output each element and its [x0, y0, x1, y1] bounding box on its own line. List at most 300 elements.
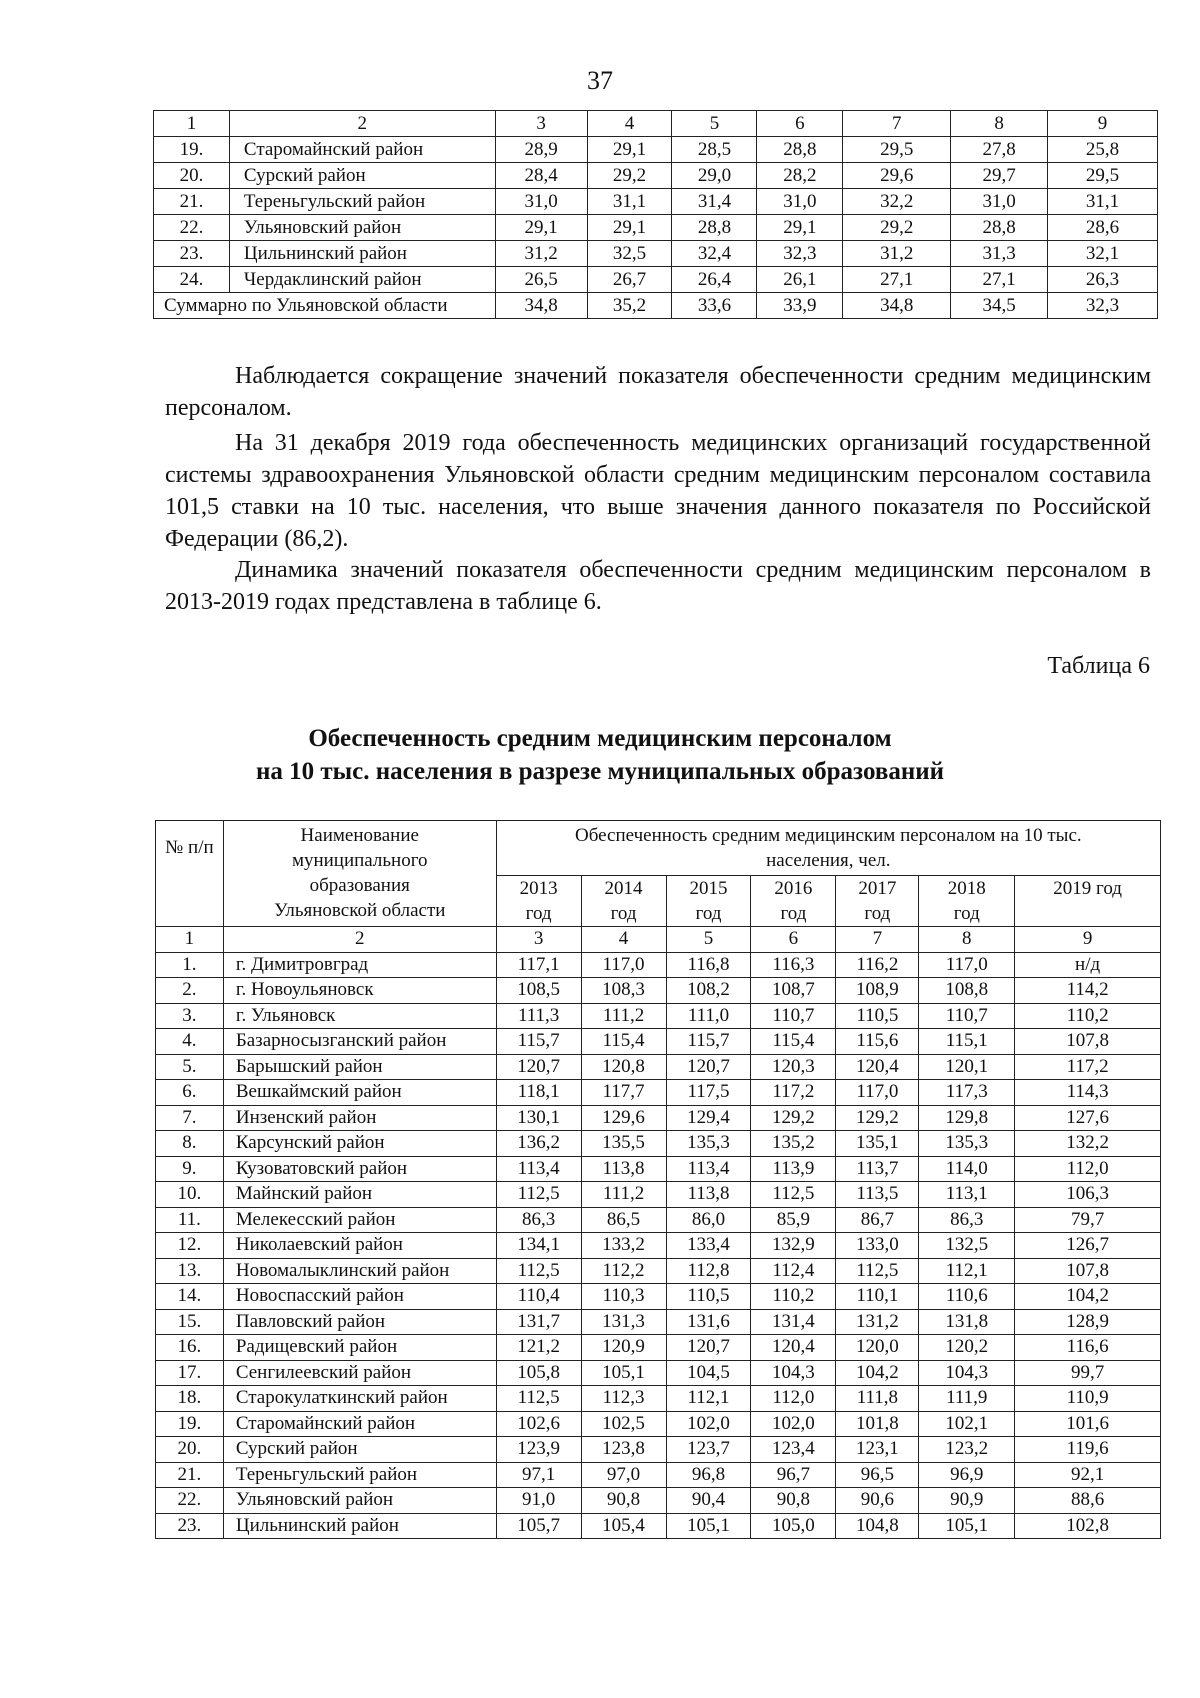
value-cell: 90,8 — [581, 1488, 666, 1514]
value-cell: 135,1 — [836, 1131, 919, 1157]
table-row — [156, 1513, 1161, 1539]
district-name: Ульяновский район — [229, 215, 495, 241]
value-cell: 113,5 — [836, 1182, 919, 1208]
value-cell: 120,7 — [666, 1054, 751, 1080]
district-name: г. Ульяновск — [223, 1003, 496, 1029]
row-number: 23. — [156, 1513, 224, 1539]
value-cell: 29,1 — [587, 137, 672, 163]
table-label: Таблица 6 — [1047, 653, 1150, 679]
row-number: 17. — [156, 1360, 224, 1386]
row-number: 4. — [156, 1029, 224, 1055]
table-row — [156, 1335, 1161, 1361]
table-row — [156, 978, 1161, 1004]
value-cell: 133,2 — [581, 1233, 666, 1259]
header-group: Обеспеченность средним медицинским персоналом на 10 тыс. населения, чел. — [496, 821, 1160, 876]
value-cell: 112,5 — [496, 1386, 581, 1412]
value-cell: 115,1 — [919, 1029, 1015, 1055]
value-cell: 29,1 — [587, 215, 672, 241]
value-cell: 85,9 — [751, 1207, 836, 1233]
table-row — [156, 1182, 1161, 1208]
value-cell: 31,1 — [587, 189, 672, 215]
value-cell: 131,8 — [919, 1309, 1015, 1335]
value-cell: 129,2 — [751, 1105, 836, 1131]
value-cell: 116,2 — [836, 952, 919, 978]
value-cell: 108,5 — [496, 978, 581, 1004]
value-cell: 112,8 — [666, 1258, 751, 1284]
value-cell: 32,3 — [757, 241, 843, 267]
value-cell: 133,4 — [666, 1233, 751, 1259]
value-cell: 112,5 — [496, 1258, 581, 1284]
district-name: Тереньгульский район — [223, 1462, 496, 1488]
header-year: 2018 год — [919, 876, 1015, 927]
table-row — [156, 1360, 1161, 1386]
value-cell: 28,8 — [951, 215, 1048, 241]
total-value: 33,9 — [757, 293, 843, 319]
table-title — [0, 722, 1200, 788]
row-number: 6. — [156, 1080, 224, 1106]
value-cell: 110,1 — [836, 1284, 919, 1310]
value-cell: 120,3 — [751, 1054, 836, 1080]
value-cell: 115,7 — [666, 1029, 751, 1055]
value-cell: 102,1 — [919, 1411, 1015, 1437]
value-cell: 131,2 — [836, 1309, 919, 1335]
value-cell: 32,5 — [587, 241, 672, 267]
value-cell: 113,9 — [751, 1156, 836, 1182]
value-cell: 120,4 — [836, 1054, 919, 1080]
value-cell: 105,1 — [919, 1513, 1015, 1539]
value-cell: 29,2 — [843, 215, 951, 241]
value-cell: 111,2 — [581, 1003, 666, 1029]
value-cell: 104,5 — [666, 1360, 751, 1386]
value-cell: 117,1 — [496, 952, 581, 978]
header-year: 2013 год — [496, 876, 581, 927]
table-row — [154, 163, 1158, 189]
value-cell: 29,1 — [495, 215, 587, 241]
value-cell: 133,0 — [836, 1233, 919, 1259]
value-cell: 32,1 — [1048, 241, 1158, 267]
table-row — [156, 1105, 1161, 1131]
table-title-line-1: Обеспеченность средним медицинским персоналом — [308, 725, 892, 752]
value-cell: 28,4 — [495, 163, 587, 189]
value-cell: 115,6 — [836, 1029, 919, 1055]
value-cell: 104,3 — [919, 1360, 1015, 1386]
value-cell: 29,1 — [757, 215, 843, 241]
table-row — [156, 1437, 1161, 1463]
header-year: 2019 год — [1015, 876, 1161, 927]
value-cell: 31,2 — [495, 241, 587, 267]
value-cell: 110,9 — [1015, 1386, 1161, 1412]
table-row — [156, 952, 1161, 978]
value-cell: 105,1 — [581, 1360, 666, 1386]
column-number-row — [154, 111, 1158, 137]
value-cell: 92,1 — [1015, 1462, 1161, 1488]
value-cell: 112,5 — [751, 1182, 836, 1208]
district-name: Инзенский район — [223, 1105, 496, 1131]
header-num-col: № п/п — [156, 821, 224, 927]
value-cell: 113,8 — [581, 1156, 666, 1182]
value-cell: 120,8 — [581, 1054, 666, 1080]
header-year: 2014 год — [581, 876, 666, 927]
value-cell: 128,9 — [1015, 1309, 1161, 1335]
district-name: Цильнинский район — [229, 241, 495, 267]
value-cell: 32,2 — [843, 189, 951, 215]
value-cell: 110,2 — [751, 1284, 836, 1310]
district-name: Вешкаймский район — [223, 1080, 496, 1106]
table-row — [156, 1054, 1161, 1080]
table-row — [156, 1309, 1161, 1335]
value-cell: 31,4 — [672, 189, 757, 215]
value-cell: 112,5 — [496, 1182, 581, 1208]
row-number: 8. — [156, 1131, 224, 1157]
value-cell: 108,8 — [919, 978, 1015, 1004]
column-number: 6 — [751, 927, 836, 953]
value-cell: 129,4 — [666, 1105, 751, 1131]
continuation-table — [153, 110, 1158, 319]
value-cell: 119,6 — [1015, 1437, 1161, 1463]
value-cell: 86,0 — [666, 1207, 751, 1233]
value-cell: 126,7 — [1015, 1233, 1161, 1259]
row-number: 5. — [156, 1054, 224, 1080]
value-cell: 104,2 — [836, 1360, 919, 1386]
row-number: 22. — [154, 215, 230, 241]
total-value: 35,2 — [587, 293, 672, 319]
total-row — [154, 293, 1158, 319]
value-cell: 113,1 — [919, 1182, 1015, 1208]
value-cell: 115,4 — [751, 1029, 836, 1055]
row-number: 11. — [156, 1207, 224, 1233]
value-cell: 132,2 — [1015, 1131, 1161, 1157]
row-number: 18. — [156, 1386, 224, 1412]
value-cell: 114,3 — [1015, 1080, 1161, 1106]
value-cell: 112,5 — [836, 1258, 919, 1284]
value-cell: 29,5 — [843, 137, 951, 163]
value-cell: 123,1 — [836, 1437, 919, 1463]
value-cell: 135,3 — [666, 1131, 751, 1157]
value-cell: 31,1 — [1048, 189, 1158, 215]
value-cell: 116,6 — [1015, 1335, 1161, 1361]
value-cell: 107,8 — [1015, 1029, 1161, 1055]
value-cell: 111,9 — [919, 1386, 1015, 1412]
value-cell: 107,8 — [1015, 1258, 1161, 1284]
district-name: Базарносызганский район — [223, 1029, 496, 1055]
column-number: 8 — [951, 111, 1048, 137]
value-cell: 120,2 — [919, 1335, 1015, 1361]
column-number-row — [156, 927, 1161, 953]
value-cell: 90,6 — [836, 1488, 919, 1514]
value-cell: 26,1 — [757, 267, 843, 293]
value-cell: 28,9 — [495, 137, 587, 163]
value-cell: 79,7 — [1015, 1207, 1161, 1233]
table-row — [156, 1156, 1161, 1182]
value-cell: 108,9 — [836, 978, 919, 1004]
page-number: 37 — [587, 66, 613, 95]
value-cell: 106,3 — [1015, 1182, 1161, 1208]
value-cell: 27,1 — [951, 267, 1048, 293]
value-cell: 28,6 — [1048, 215, 1158, 241]
table-row — [156, 1462, 1161, 1488]
row-number: 13. — [156, 1258, 224, 1284]
district-name: Старокулаткинский район — [223, 1386, 496, 1412]
table-row — [154, 137, 1158, 163]
value-cell: н/д — [1015, 952, 1161, 978]
column-number: 4 — [587, 111, 672, 137]
row-number: 22. — [156, 1488, 224, 1514]
header-year: 2017 год — [836, 876, 919, 927]
district-name: Сурский район — [229, 163, 495, 189]
value-cell: 31,0 — [495, 189, 587, 215]
table-row — [154, 189, 1158, 215]
value-cell: 97,0 — [581, 1462, 666, 1488]
value-cell: 111,8 — [836, 1386, 919, 1412]
row-number: 2. — [156, 978, 224, 1004]
table-row — [156, 1284, 1161, 1310]
district-name: Радищевский район — [223, 1335, 496, 1361]
value-cell: 116,8 — [666, 952, 751, 978]
value-cell: 101,6 — [1015, 1411, 1161, 1437]
value-cell: 29,6 — [843, 163, 951, 189]
table-row — [154, 267, 1158, 293]
column-number: 2 — [229, 111, 495, 137]
table-row — [156, 1003, 1161, 1029]
value-cell: 136,2 — [496, 1131, 581, 1157]
row-number: 20. — [156, 1437, 224, 1463]
paragraph-reduction: Наблюдается сокращение значений показателя обеспеченности средним медицинским персоналом. — [165, 363, 1151, 421]
column-number: 1 — [154, 111, 230, 137]
district-name: Чердаклинский район — [229, 267, 495, 293]
value-cell: 110,7 — [919, 1003, 1015, 1029]
value-cell: 88,6 — [1015, 1488, 1161, 1514]
row-number: 1. — [156, 952, 224, 978]
value-cell: 123,8 — [581, 1437, 666, 1463]
value-cell: 110,7 — [751, 1003, 836, 1029]
value-cell: 29,7 — [951, 163, 1048, 189]
value-cell: 108,3 — [581, 978, 666, 1004]
total-value: 34,5 — [951, 293, 1048, 319]
district-name: Барышский район — [223, 1054, 496, 1080]
row-number: 20. — [154, 163, 230, 189]
district-name: Тереньгульский район — [229, 189, 495, 215]
table-row — [156, 1029, 1161, 1055]
value-cell: 135,5 — [581, 1131, 666, 1157]
column-number: 9 — [1048, 111, 1158, 137]
value-cell: 117,0 — [836, 1080, 919, 1106]
value-cell: 102,0 — [751, 1411, 836, 1437]
paragraph-december-2019: На 31 декабря 2019 года обеспеченность медицинских организаций государственной системы здравоохранения Ульяновской области средним медицинским персоналом составила 101,5 ставки на 10 тыс. населения, что выше значения данного показателя по Российской Федерации (86,2). — [165, 430, 1151, 552]
value-cell: 27,8 — [951, 137, 1048, 163]
district-name: Павловский район — [223, 1309, 496, 1335]
row-number: 12. — [156, 1233, 224, 1259]
value-cell: 110,3 — [581, 1284, 666, 1310]
value-cell: 131,7 — [496, 1309, 581, 1335]
value-cell: 129,2 — [836, 1105, 919, 1131]
value-cell: 96,5 — [836, 1462, 919, 1488]
row-number: 3. — [156, 1003, 224, 1029]
value-cell: 26,7 — [587, 267, 672, 293]
value-cell: 113,4 — [496, 1156, 581, 1182]
value-cell: 123,4 — [751, 1437, 836, 1463]
header-name-col: Наименование муниципального образования Ульяновской области — [223, 821, 496, 927]
total-value: 34,8 — [843, 293, 951, 319]
column-number: 5 — [672, 111, 757, 137]
value-cell: 123,9 — [496, 1437, 581, 1463]
table-row — [156, 1488, 1161, 1514]
row-number: 9. — [156, 1156, 224, 1182]
value-cell: 110,4 — [496, 1284, 581, 1310]
header-year: 2015 год — [666, 876, 751, 927]
value-cell: 102,5 — [581, 1411, 666, 1437]
value-cell: 117,5 — [666, 1080, 751, 1106]
value-cell: 29,2 — [587, 163, 672, 189]
value-cell: 117,3 — [919, 1080, 1015, 1106]
value-cell: 111,2 — [581, 1182, 666, 1208]
value-cell: 96,9 — [919, 1462, 1015, 1488]
value-cell: 113,7 — [836, 1156, 919, 1182]
total-value: 32,3 — [1048, 293, 1158, 319]
district-name: Майнский район — [223, 1182, 496, 1208]
table-row — [156, 1258, 1161, 1284]
table-row — [156, 1411, 1161, 1437]
value-cell: 110,5 — [666, 1284, 751, 1310]
value-cell: 130,1 — [496, 1105, 581, 1131]
table-6 — [155, 820, 1161, 1539]
column-number: 2 — [223, 927, 496, 953]
column-number: 7 — [836, 927, 919, 953]
value-cell: 108,2 — [666, 978, 751, 1004]
value-cell: 121,2 — [496, 1335, 581, 1361]
value-cell: 26,4 — [672, 267, 757, 293]
value-cell: 101,8 — [836, 1411, 919, 1437]
row-number: 24. — [154, 267, 230, 293]
column-number: 3 — [496, 927, 581, 953]
value-cell: 28,5 — [672, 137, 757, 163]
value-cell: 112,0 — [751, 1386, 836, 1412]
value-cell: 115,7 — [496, 1029, 581, 1055]
value-cell: 29,0 — [672, 163, 757, 189]
value-cell: 112,2 — [581, 1258, 666, 1284]
district-name: Новоспасский район — [223, 1284, 496, 1310]
value-cell: 131,4 — [751, 1309, 836, 1335]
value-cell: 28,2 — [757, 163, 843, 189]
value-cell: 28,8 — [757, 137, 843, 163]
district-name: Старомайнский район — [229, 137, 495, 163]
value-cell: 86,3 — [496, 1207, 581, 1233]
value-cell: 90,4 — [666, 1488, 751, 1514]
value-cell: 111,3 — [496, 1003, 581, 1029]
value-cell: 90,8 — [751, 1488, 836, 1514]
value-cell: 134,1 — [496, 1233, 581, 1259]
value-cell: 96,8 — [666, 1462, 751, 1488]
value-cell: 113,4 — [666, 1156, 751, 1182]
column-number: 7 — [843, 111, 951, 137]
district-name: Цильнинский район — [223, 1513, 496, 1539]
row-number: 7. — [156, 1105, 224, 1131]
value-cell: 104,3 — [751, 1360, 836, 1386]
row-number: 16. — [156, 1335, 224, 1361]
table-row — [154, 241, 1158, 267]
table-row — [156, 1233, 1161, 1259]
value-cell: 120,1 — [919, 1054, 1015, 1080]
district-name: Старомайнский район — [223, 1411, 496, 1437]
value-cell: 132,9 — [751, 1233, 836, 1259]
value-cell: 111,0 — [666, 1003, 751, 1029]
table-title-line-2: на 10 тыс. населения в разрезе муниципальных образований — [255, 758, 945, 785]
row-number: 19. — [154, 137, 230, 163]
value-cell: 97,1 — [496, 1462, 581, 1488]
district-name: Новомалыклинский район — [223, 1258, 496, 1284]
district-name: г. Димитровград — [223, 952, 496, 978]
value-cell: 105,7 — [496, 1513, 581, 1539]
value-cell: 135,2 — [751, 1131, 836, 1157]
value-cell: 31,0 — [951, 189, 1048, 215]
row-number: 19. — [156, 1411, 224, 1437]
row-number: 21. — [156, 1462, 224, 1488]
value-cell: 102,6 — [496, 1411, 581, 1437]
value-cell: 96,7 — [751, 1462, 836, 1488]
district-name: Николаевский район — [223, 1233, 496, 1259]
table-row — [156, 1080, 1161, 1106]
total-label: Суммарно по Ульяновской области — [154, 293, 496, 319]
value-cell: 112,1 — [666, 1386, 751, 1412]
value-cell: 102,0 — [666, 1411, 751, 1437]
value-cell: 31,3 — [951, 241, 1048, 267]
value-cell: 113,8 — [666, 1182, 751, 1208]
total-value: 34,8 — [495, 293, 587, 319]
value-cell: 118,1 — [496, 1080, 581, 1106]
value-cell: 120,7 — [666, 1335, 751, 1361]
value-cell: 112,1 — [919, 1258, 1015, 1284]
table-row — [154, 215, 1158, 241]
value-cell: 117,2 — [1015, 1054, 1161, 1080]
value-cell: 104,2 — [1015, 1284, 1161, 1310]
value-cell: 28,8 — [672, 215, 757, 241]
value-cell: 117,0 — [919, 952, 1015, 978]
value-cell: 115,4 — [581, 1029, 666, 1055]
value-cell: 132,5 — [919, 1233, 1015, 1259]
value-cell: 127,6 — [1015, 1105, 1161, 1131]
row-number: 14. — [156, 1284, 224, 1310]
district-name: г. Новоульяновск — [223, 978, 496, 1004]
value-cell: 105,4 — [581, 1513, 666, 1539]
value-cell: 123,7 — [666, 1437, 751, 1463]
value-cell: 91,0 — [496, 1488, 581, 1514]
district-name: Ульяновский район — [223, 1488, 496, 1514]
value-cell: 120,4 — [751, 1335, 836, 1361]
header-year: 2016 год — [751, 876, 836, 927]
column-number: 8 — [919, 927, 1015, 953]
value-cell: 131,3 — [581, 1309, 666, 1335]
table-row — [156, 1386, 1161, 1412]
column-number: 6 — [757, 111, 843, 137]
value-cell: 110,2 — [1015, 1003, 1161, 1029]
value-cell: 120,7 — [496, 1054, 581, 1080]
value-cell: 112,4 — [751, 1258, 836, 1284]
column-number: 9 — [1015, 927, 1161, 953]
column-number: 5 — [666, 927, 751, 953]
value-cell: 86,5 — [581, 1207, 666, 1233]
value-cell: 104,8 — [836, 1513, 919, 1539]
value-cell: 135,3 — [919, 1131, 1015, 1157]
row-number: 10. — [156, 1182, 224, 1208]
value-cell: 108,7 — [751, 978, 836, 1004]
value-cell: 99,7 — [1015, 1360, 1161, 1386]
value-cell: 129,8 — [919, 1105, 1015, 1131]
value-cell: 114,0 — [919, 1156, 1015, 1182]
value-cell: 131,6 — [666, 1309, 751, 1335]
value-cell: 32,4 — [672, 241, 757, 267]
value-cell: 26,5 — [495, 267, 587, 293]
value-cell: 129,6 — [581, 1105, 666, 1131]
value-cell: 117,7 — [581, 1080, 666, 1106]
